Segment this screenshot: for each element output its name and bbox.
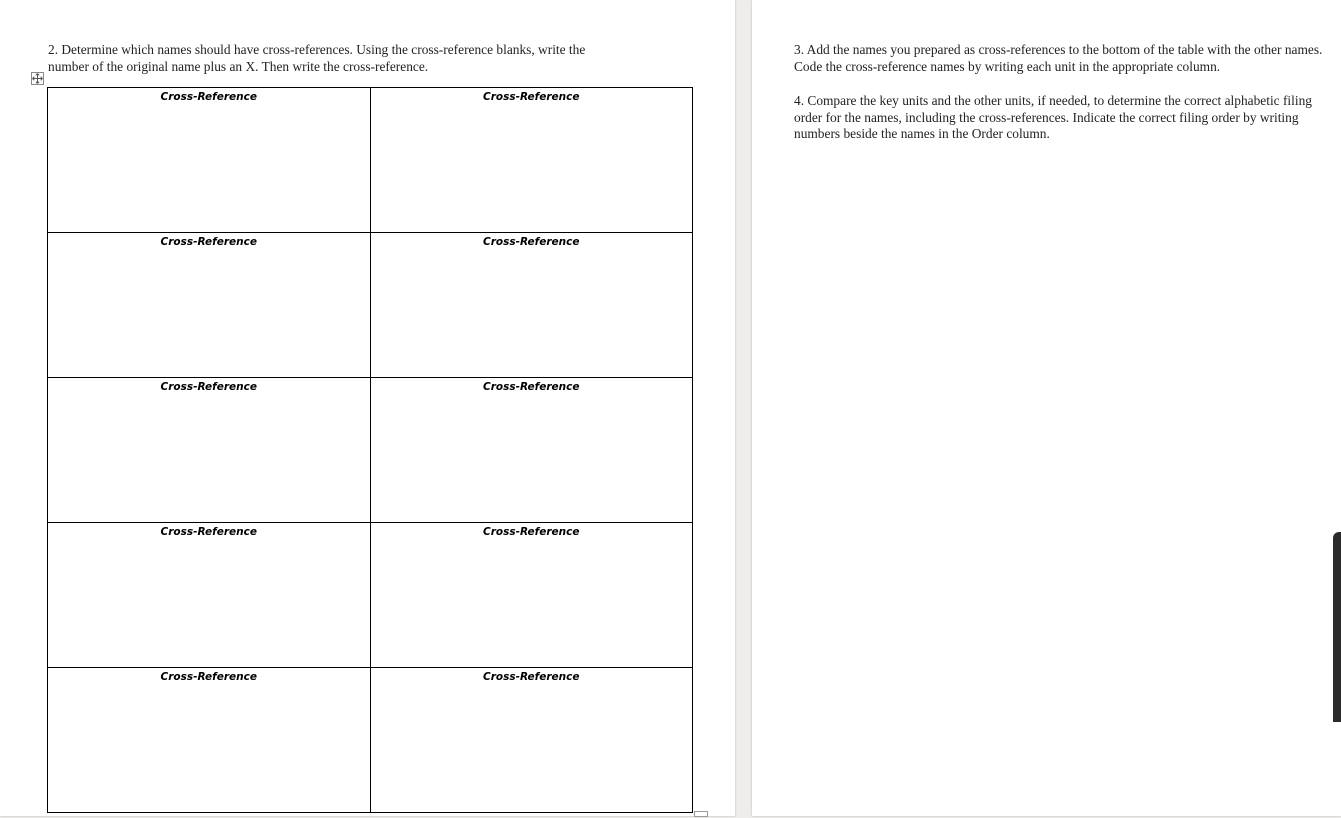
move-arrows-icon[interactable] — [31, 72, 44, 85]
cell-label: Cross-Reference — [160, 671, 257, 683]
cross-reference-cell[interactable] — [370, 668, 693, 813]
table-row — [48, 668, 693, 813]
cell-label: Cross-Reference — [483, 526, 580, 538]
cross-reference-cell[interactable] — [370, 88, 693, 233]
table-row — [48, 88, 693, 233]
resize-square-icon[interactable] — [694, 811, 708, 817]
cell-label: Cross-Reference — [483, 671, 580, 683]
cell-label: Cross-Reference — [160, 526, 257, 538]
cross-reference-cell[interactable] — [48, 88, 371, 233]
cross-reference-cell[interactable] — [48, 233, 371, 378]
instruction-step-3: 3. Add the names you prepared as cross-references to the bottom of the table with the other names. Code the cross-reference names by writing each unit in the appropriate column. — [794, 42, 1323, 74]
cross-reference-table — [47, 87, 693, 813]
cell-label: Cross-Reference — [160, 236, 257, 248]
instruction-step-2: 2. Determine which names should have cross-references. Using the cross-reference blanks, write the number of the original name plus an X. Then write the cross-reference. — [48, 42, 586, 74]
cross-reference-cell[interactable] — [370, 378, 693, 523]
cross-reference-cell[interactable] — [48, 523, 371, 668]
side-panel-edge[interactable] — [1333, 532, 1341, 722]
cell-label: Cross-Reference — [483, 236, 580, 248]
right-document-page — [752, 0, 1341, 816]
instruction-step-4: 4. Compare the key units and the other units, if needed, to determine the correct alphabetic filing order for the names, including the cross-references. Indicate the correct filing order by writing numbers beside the names in the Order column. — [794, 93, 1312, 141]
cell-label: Cross-Reference — [160, 91, 257, 103]
cell-label: Cross-Reference — [483, 91, 580, 103]
table-row — [48, 378, 693, 523]
cell-label: Cross-Reference — [483, 381, 580, 393]
cell-label: Cross-Reference — [160, 381, 257, 393]
cross-reference-cell[interactable] — [48, 668, 371, 813]
table-row — [48, 523, 693, 668]
cross-reference-cell[interactable] — [370, 523, 693, 668]
cross-reference-cell[interactable] — [370, 233, 693, 378]
cross-reference-cell[interactable] — [48, 378, 371, 523]
table-row — [48, 233, 693, 378]
